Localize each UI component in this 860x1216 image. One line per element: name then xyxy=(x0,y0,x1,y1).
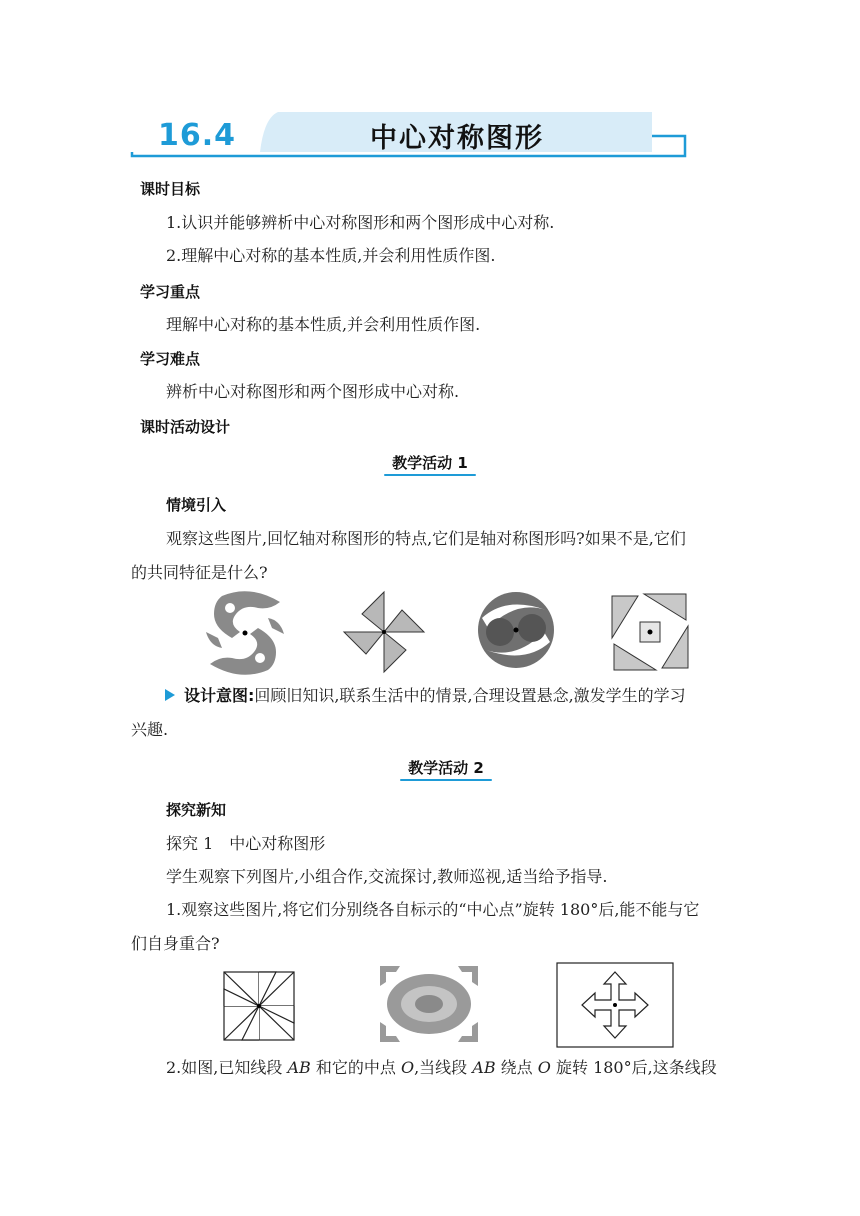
point-o-label-2: O xyxy=(537,1058,551,1077)
q2-text-d: 绕点 xyxy=(495,1058,538,1077)
windmill-outline-figure xyxy=(218,968,300,1044)
activity-2-label: 教学活动 2 xyxy=(408,759,484,777)
key-text: 理解中心对称的基本性质,并会利用性质作图. xyxy=(166,315,481,334)
segment-ab-label: AB xyxy=(287,1058,311,1077)
objective-1: 1.认识并能够辨析中心对称图形和两个图形成中心对称. xyxy=(166,213,555,232)
question-2-line-1 xyxy=(166,1057,717,1079)
q2-text-e: 旋转 180°后,这条线段 xyxy=(550,1058,717,1077)
four-triangles-square-figure xyxy=(608,590,692,674)
point-o-label: O xyxy=(400,1058,415,1077)
activity-1-para-1: 观察这些图片,回忆轴对称图形的特点,它们是轴对称图形吗?如果不是,它们 xyxy=(166,529,686,548)
q2-text-c: ,当线段 xyxy=(414,1058,473,1077)
design-intent-line-1 xyxy=(184,685,686,707)
section-header xyxy=(130,108,690,164)
q2-text-a: 2.如图,已知线段 xyxy=(166,1058,288,1077)
activity-2-heading: 探究新知 xyxy=(166,801,227,819)
question-1-line-1: 1.观察这些图片,将它们分别绕各自标示的“中心点”旋转 180°后,能不能与它 xyxy=(166,900,700,919)
four-arrows-figure xyxy=(556,962,674,1048)
activity-2-underline xyxy=(400,779,492,781)
key-heading: 学习重点 xyxy=(140,283,201,301)
objective-2: 2.理解中心对称的基本性质,并会利用性质作图. xyxy=(166,246,496,265)
play-triangle-icon xyxy=(164,688,176,702)
section-title: 中心对称图形 xyxy=(370,123,544,154)
difficulty-text: 辨析中心对称图形和两个图形成中心对称. xyxy=(166,382,460,401)
design-intent-text-1: 回顾旧知识,联系生活中的情景,合理设置悬念,激发学生的学习 xyxy=(254,686,686,705)
activity-1-heading: 情境引入 xyxy=(166,496,227,514)
activity-1-underline xyxy=(384,474,476,476)
q2-text-b: 和它的中点 xyxy=(310,1058,401,1077)
difficulty-heading: 学习难点 xyxy=(140,350,201,368)
explore-1-title: 探究 1 中心对称图形 xyxy=(166,834,326,853)
activity-1-label: 教学活动 1 xyxy=(392,454,468,472)
design-heading: 课时活动设计 xyxy=(140,418,231,436)
design-intent-line-2: 兴趣. xyxy=(131,720,169,739)
objectives-heading: 课时目标 xyxy=(140,180,201,198)
question-1-line-2: 们自身重合? xyxy=(131,934,220,953)
lace-ornament-figure xyxy=(376,962,482,1046)
section-number: 16.4 xyxy=(158,118,237,153)
yin-yang-circles-figure xyxy=(476,590,556,670)
design-intent-label: 设计意图: xyxy=(184,686,255,705)
activity-2-intro: 学生观察下列图片,小组合作,交流探讨,教师巡视,适当给予指导. xyxy=(166,867,608,886)
activity-1-para-2: 的共同特征是什么? xyxy=(131,563,268,582)
fish-ornament-figure xyxy=(200,588,290,678)
segment-ab-label-2: AB xyxy=(472,1058,496,1077)
pinwheel-triangles-figure xyxy=(342,590,426,674)
